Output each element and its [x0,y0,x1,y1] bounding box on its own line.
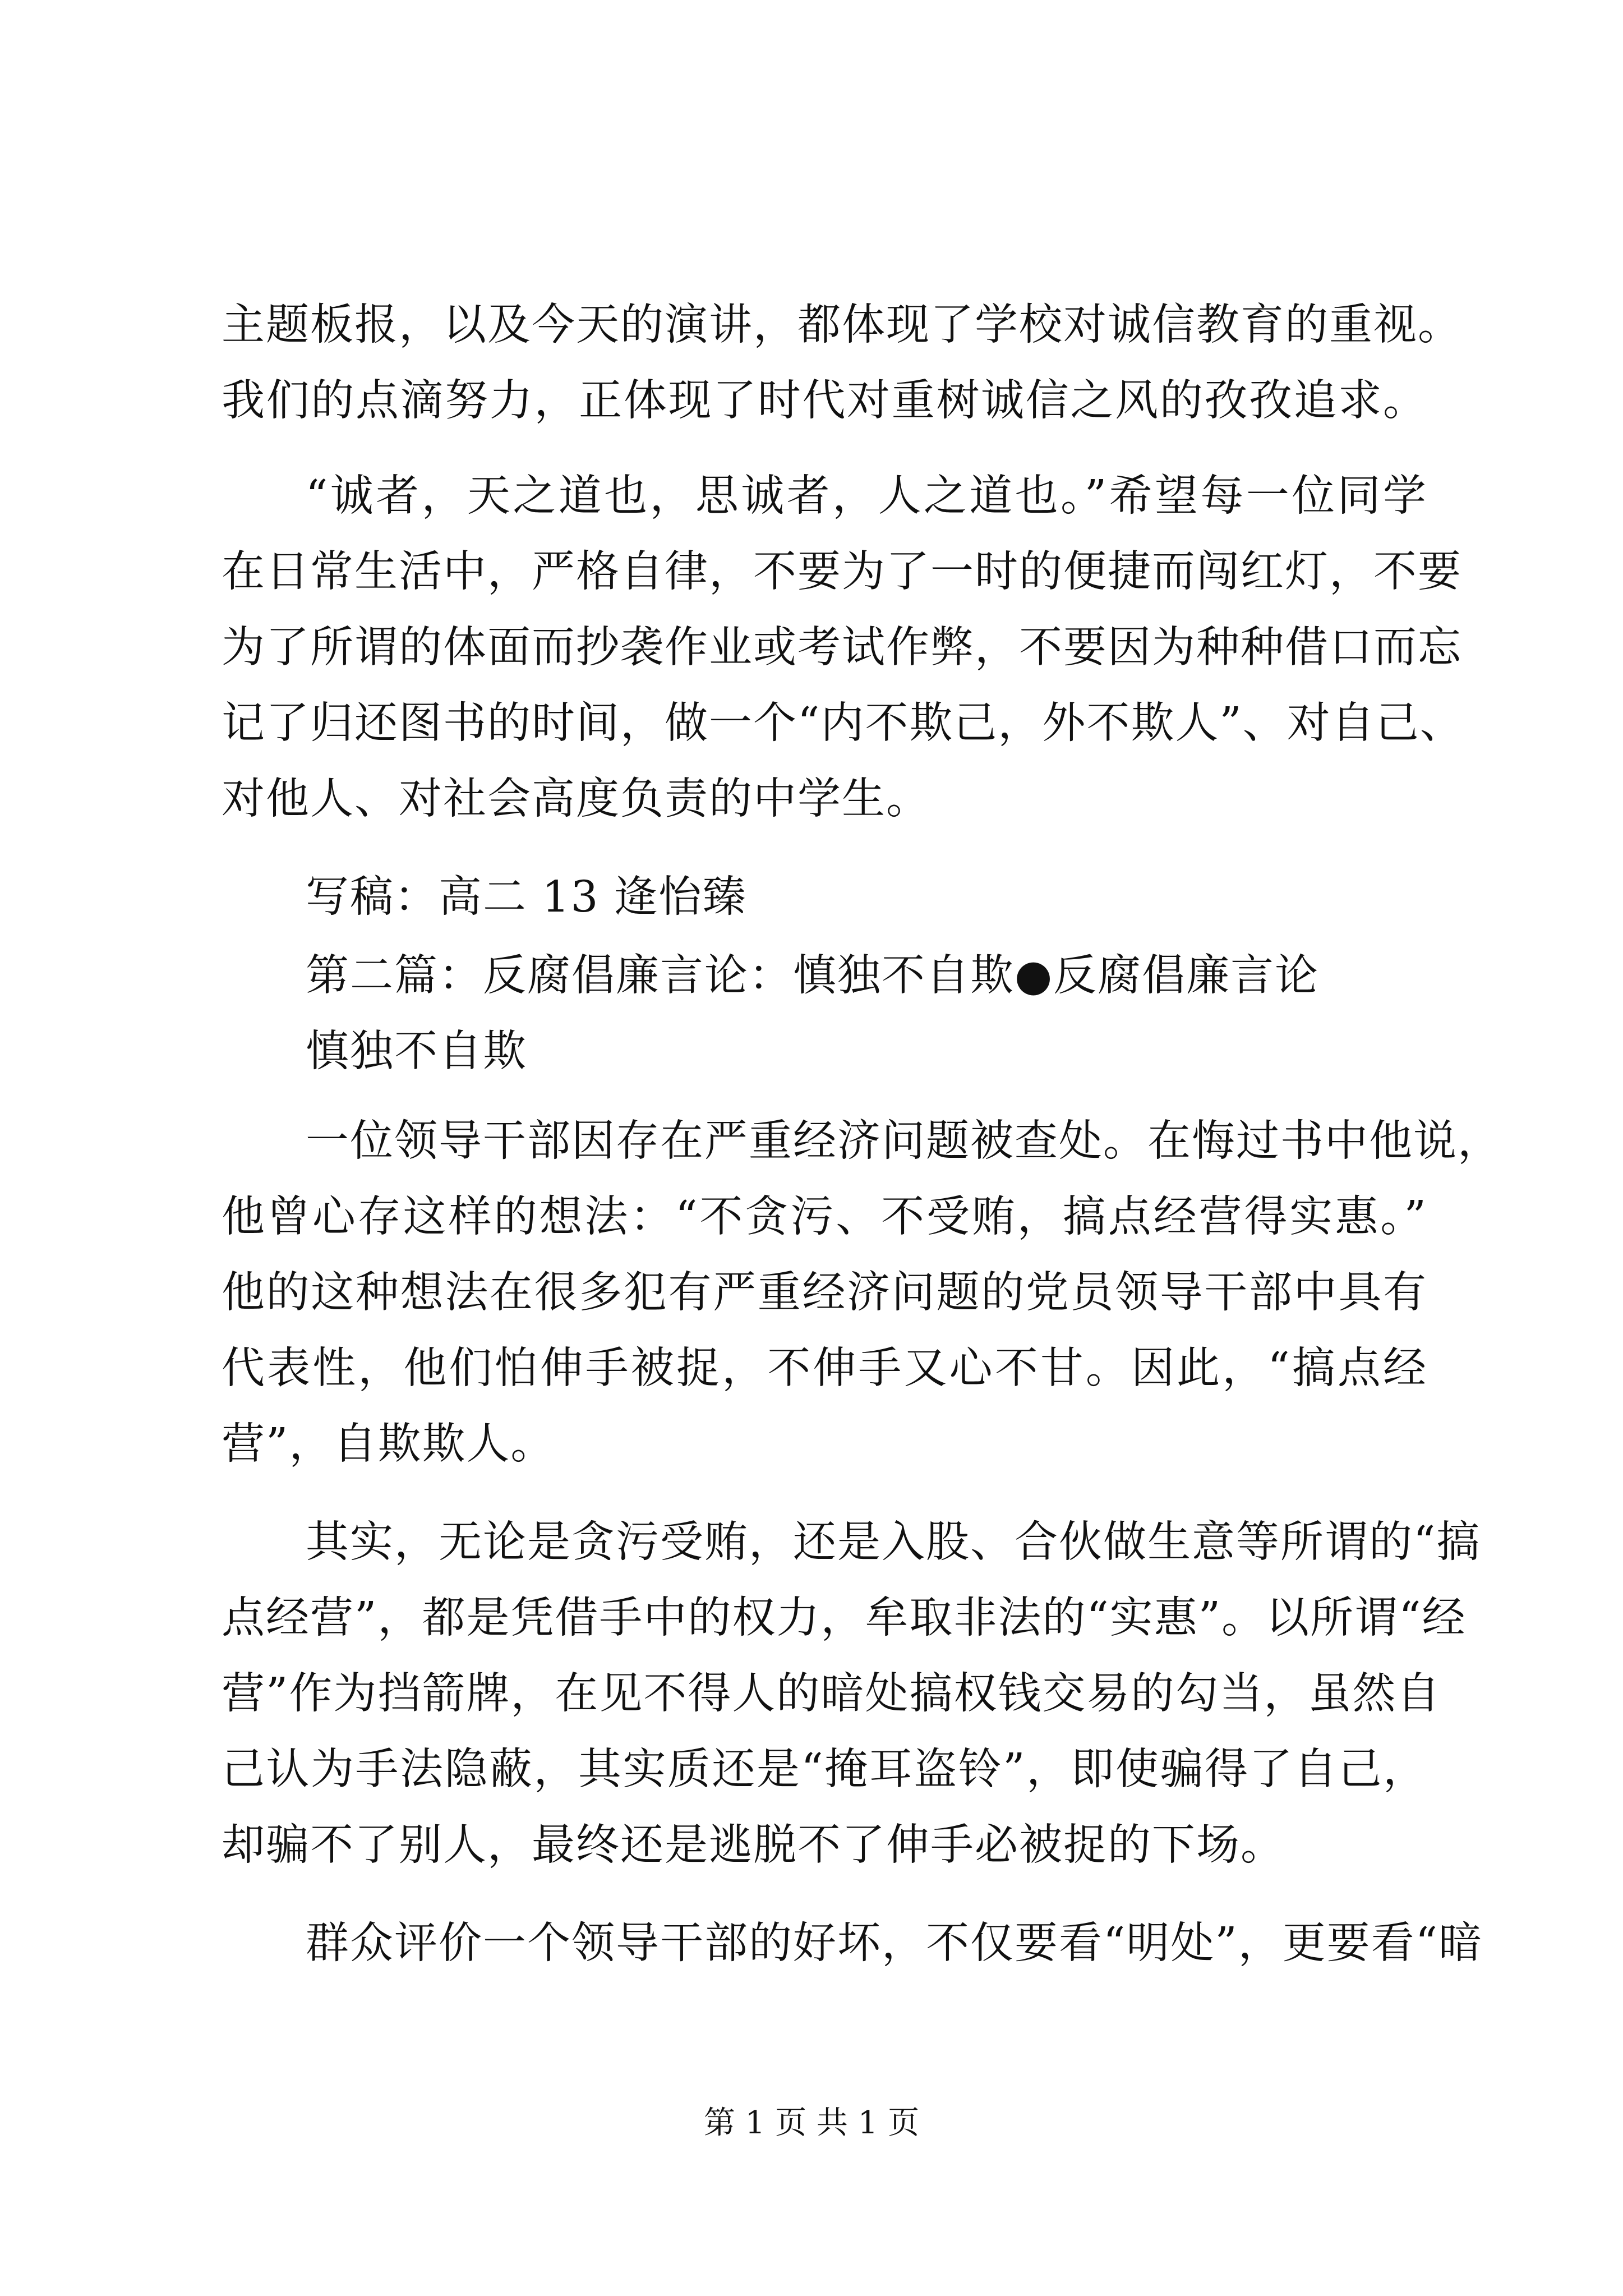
section-title: 第二篇：反腐倡廉言论：慎独不自欺●反腐倡廉言论 [306,951,1320,1001]
text-line: 却骗不了别人，最终还是逃脱不了伸手必被捉的下场。 [222,1820,1285,1870]
text-line: 在日常生活中，严格自律，不要为了一时的便捷而闯红灯，不要 [222,547,1462,597]
text-line: 营”，自欺欺人。 [222,1419,555,1469]
text-line: 为了所谓的体面而抄袭作业或考试作弊，不要因为种种借口而忘 [222,623,1462,673]
text-line: 己认为手法隐蔽，其实质还是“掩耳盗铃”，即使骗得了自己， [222,1745,1427,1795]
text-line: 他的这种想法在很多犯有严重经济问题的党员领导干部中具有 [222,1268,1427,1318]
text-line: 记了归还图书的时间，做一个“内不欺己，外不欺人”、对自己、 [222,698,1464,748]
paragraph-start-line: 一位领导干部因存在严重经济问题被查处。在悔过书中他说， [306,1116,1502,1166]
paragraph-start-line: 群众评价一个领导干部的好坏，不仅要看“明处”，更要看“暗 [306,1918,1483,1968]
section-subtitle: 慎独不自欺 [306,1027,527,1076]
text-line: 营”作为挡箭牌，在见不得人的暗处搞权钱交易的勾当，虽然自 [222,1669,1441,1719]
page-number-footer: 第 1 页 共 1 页 [703,2105,920,2141]
text-line: 主题板报，以及今天的演讲，都体现了学校对诚信教育的重视。 [222,300,1462,350]
text-line: 我们的点滴努力，正体现了时代对重树诚信之风的孜孜追求。 [222,376,1427,426]
text-line: 代表性，他们怕伸手被捉，不伸手又心不甘。因此，“搞点经 [222,1343,1427,1393]
paragraph-start-line: “诚者，天之道也，思诚者，人之道也。”希望每一位同学 [306,471,1427,521]
author-line: 写稿：高二 13 逄怡臻 [306,872,747,922]
paragraph-start-line: 其实，无论是贪污受贿，还是入股、合伙做生意等所谓的“搞 [306,1517,1481,1567]
text-line: 他曾心存这样的想法：“不贪污、不受贿，搞点经营得实惠。” [222,1192,1427,1242]
text-line: 点经营”，都是凭借手中的权力，牟取非法的“实惠”。以所谓“经 [222,1593,1467,1643]
text-line: 对他人、对社会高度负责的中学生。 [222,774,930,824]
